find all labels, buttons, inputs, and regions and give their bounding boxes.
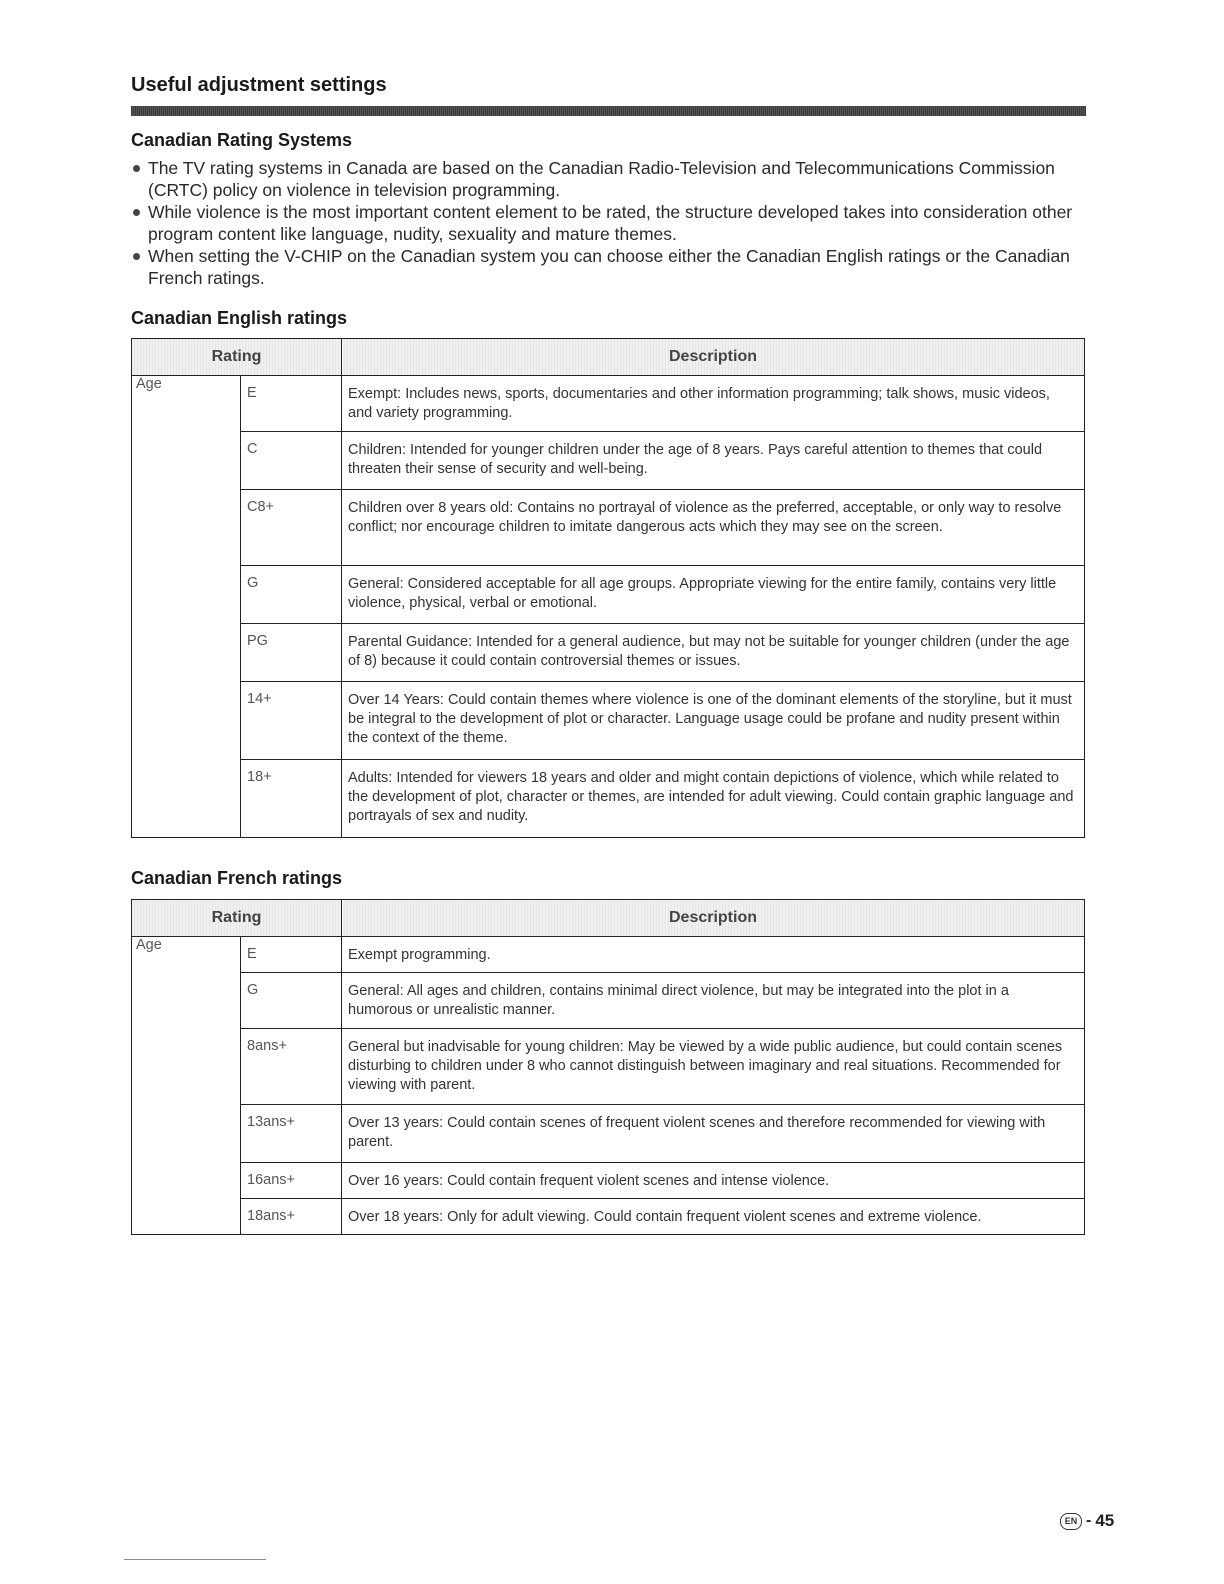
rating-code: 18ans+ bbox=[241, 1199, 342, 1235]
rating-description: Adults: Intended for viewers 18 years and older and might contain depictions of violence, which while related to the development of plot, character or themes, are intended for adult viewing. Could contain graphic language and portrayals of sex and nudity. bbox=[342, 760, 1085, 838]
english-ratings-table bbox=[131, 338, 1085, 838]
description-column-header: Description bbox=[342, 900, 1085, 937]
rating-code: E bbox=[241, 937, 342, 973]
table-row bbox=[132, 682, 1085, 760]
rating-description: Over 13 years: Could contain scenes of frequent violent scenes and therefore recommended for viewing with parent. bbox=[342, 1105, 1085, 1163]
table-row bbox=[132, 624, 1085, 682]
page-title: Useful adjustment settings bbox=[131, 74, 387, 96]
table-row bbox=[132, 760, 1085, 838]
rating-code: PG bbox=[241, 624, 342, 682]
rating-description: Children: Intended for younger children under the age of 8 years. Pays careful attention to themes that could threaten their sense of security and well-being. bbox=[342, 432, 1085, 490]
rating-code: 14+ bbox=[241, 682, 342, 760]
section-heading-rating-systems: Canadian Rating Systems bbox=[131, 130, 353, 150]
list-item: While violence is the most important content element to be rated, the structure developed takes into consideration other program content like language, nudity, sexuality and mature themes. bbox=[131, 201, 1086, 245]
section-heading-english-ratings: Canadian English ratings bbox=[131, 308, 348, 328]
list-item: When setting the V-CHIP on the Canadian system you can choose either the Canadian English ratings or the Canadian French ratings. bbox=[131, 245, 1086, 289]
table-row bbox=[132, 1163, 1085, 1199]
rating-description: Children over 8 years old: Contains no portrayal of violence as the preferred, acceptable, or only way to resolve conflict; nor encourage children to imitate dangerous acts which they may see on the screen. bbox=[342, 490, 1085, 566]
table-row bbox=[132, 490, 1085, 566]
rating-description: Over 14 Years: Could contain themes where violence is one of the dominant elements of the storyline, but it must be integral to the development of plot or character. Language usage could be profane and nudity present within the context of the theme. bbox=[342, 682, 1085, 760]
rating-code: 18+ bbox=[241, 760, 342, 838]
rating-column-header: Rating bbox=[132, 900, 342, 937]
french-ratings-table bbox=[131, 899, 1085, 1235]
rating-description: Parental Guidance: Intended for a general audience, but may not be suitable for younger children (under the age of 8) because it could contain controversial themes or issues. bbox=[342, 624, 1085, 682]
page-number-separator: - bbox=[1086, 1512, 1092, 1529]
rating-description: Exempt: Includes news, sports, documentaries and other information programming; talk shows, music videos, and variety programming. bbox=[342, 376, 1085, 432]
table-row bbox=[132, 937, 1085, 973]
rating-description: Over 18 years: Only for adult viewing. Could contain frequent violent scenes and extreme violence. bbox=[342, 1199, 1085, 1235]
rating-code: G bbox=[241, 566, 342, 624]
table-row bbox=[132, 432, 1085, 490]
rating-description: General: All ages and children, contains minimal direct violence, but may be integrated into the plot in a humorous or unrealistic manner. bbox=[342, 973, 1085, 1029]
table-row bbox=[132, 1029, 1085, 1105]
table-header-row bbox=[132, 900, 1085, 937]
rating-description: General but inadvisable for young children: May be viewed by a wide public audience, but could contain scenes disturbing to children under 8 who cannot distinguish between imaginary and real situations. Recommended for viewing with parent. bbox=[342, 1029, 1085, 1105]
table-header-row bbox=[132, 339, 1085, 376]
rating-code: C bbox=[241, 432, 342, 490]
age-group-cell: Age bbox=[132, 937, 241, 1235]
rating-code: 8ans+ bbox=[241, 1029, 342, 1105]
section-heading-french-ratings: Canadian French ratings bbox=[131, 868, 343, 888]
list-item: The TV rating systems in Canada are based on the Canadian Radio-Television and Telecommunications Commission (CRTC) policy on violence in television programming. bbox=[131, 157, 1086, 201]
rating-code: C8+ bbox=[241, 490, 342, 566]
description-column-header: Description bbox=[342, 339, 1085, 376]
table-row bbox=[132, 1105, 1085, 1163]
rating-description: Over 16 years: Could contain frequent violent scenes and intense violence. bbox=[342, 1163, 1085, 1199]
rating-description: General: Considered acceptable for all age groups. Appropriate viewing for the entire family, contains very little violence, physical, verbal or emotional. bbox=[342, 566, 1085, 624]
table-row bbox=[132, 376, 1085, 432]
rating-systems-list bbox=[131, 157, 1086, 289]
rating-column-header: Rating bbox=[132, 339, 342, 376]
rating-code: E bbox=[241, 376, 342, 432]
language-badge-icon: EN bbox=[1060, 1513, 1082, 1530]
table-row bbox=[132, 973, 1085, 1029]
table-row bbox=[132, 566, 1085, 624]
rating-description: Exempt programming. bbox=[342, 937, 1085, 973]
title-rule bbox=[131, 106, 1086, 116]
rating-code: 13ans+ bbox=[241, 1105, 342, 1163]
rating-code: 16ans+ bbox=[241, 1163, 342, 1199]
age-group-cell: Age bbox=[132, 376, 241, 838]
table-row bbox=[132, 1199, 1085, 1235]
rating-code: G bbox=[241, 973, 342, 1029]
page-footer bbox=[1060, 1510, 1130, 1532]
footer-rule bbox=[124, 1559, 266, 1560]
page-number: 45 bbox=[1095, 1511, 1115, 1530]
